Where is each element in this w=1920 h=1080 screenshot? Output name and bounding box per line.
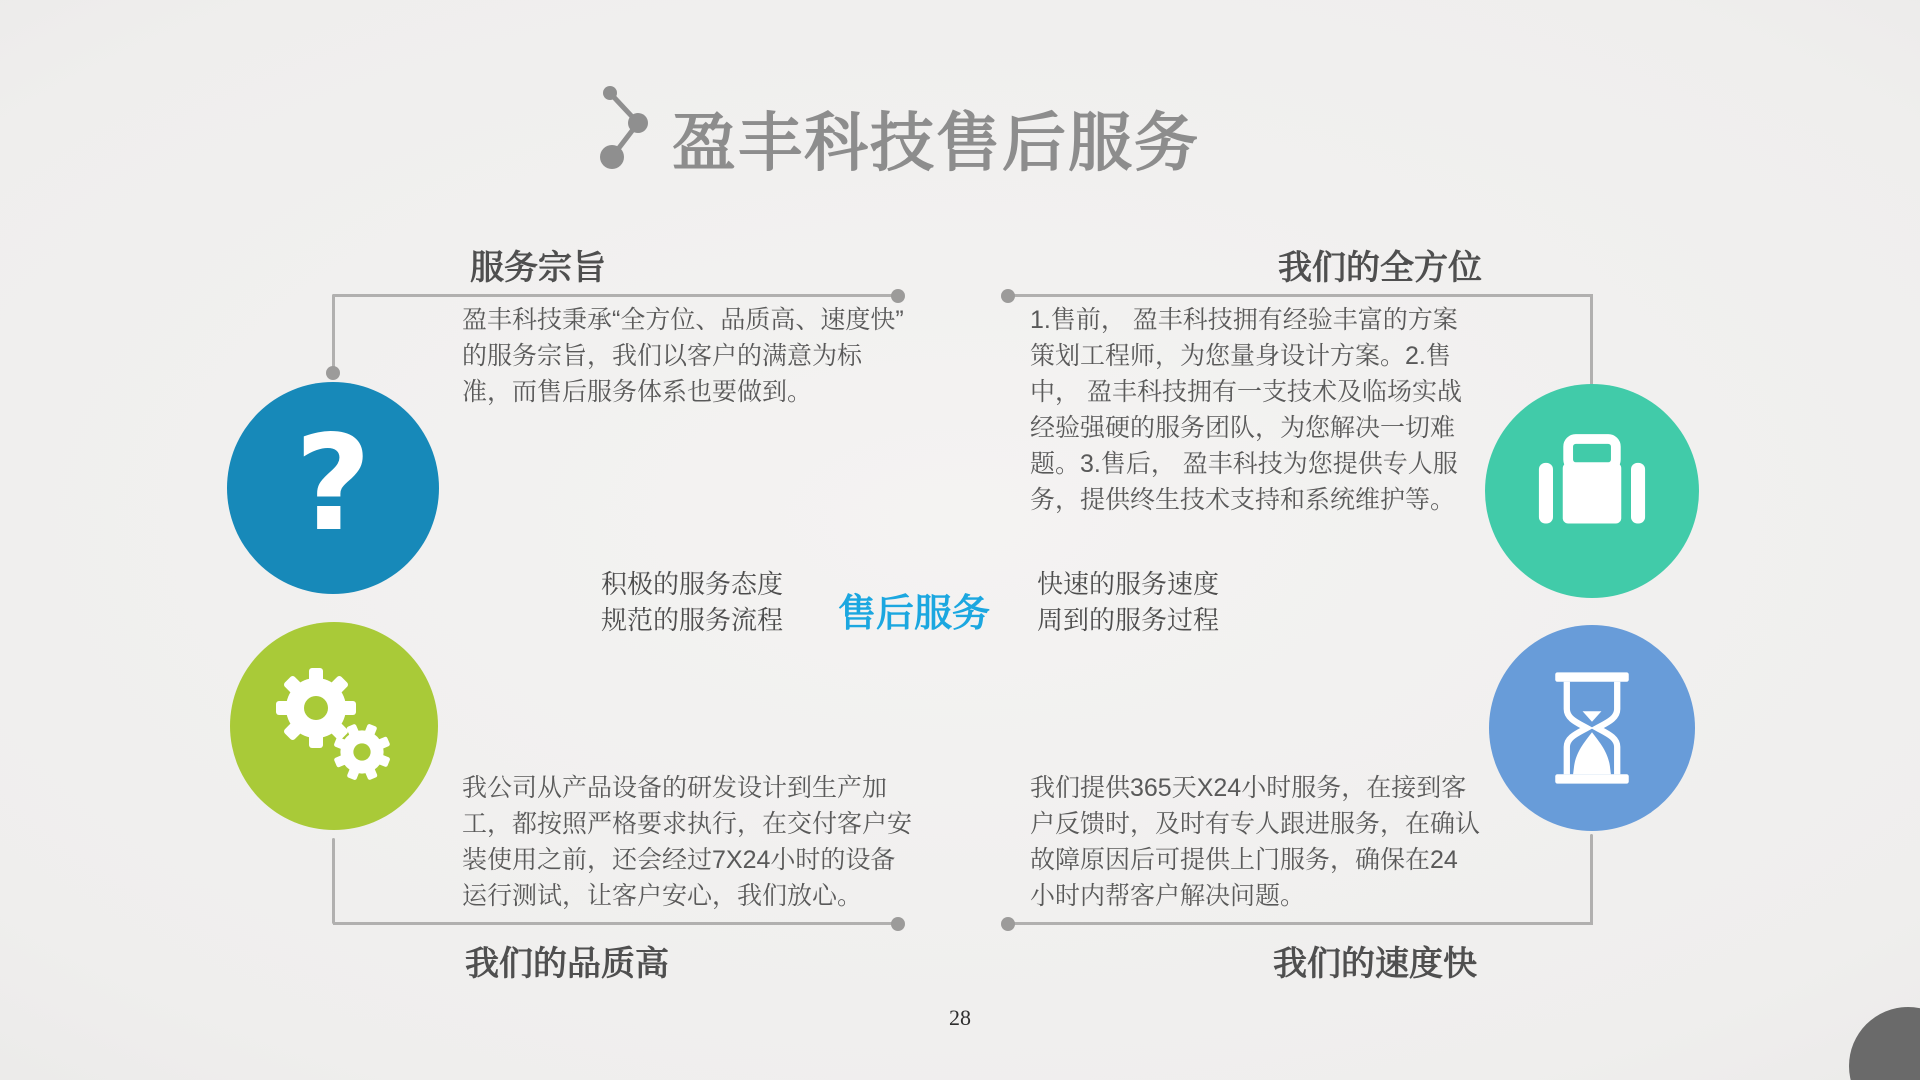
paragraph-service-purpose: 盈丰科技秉承“全方位、品质高、速度快” 的服务宗旨，我们以客户的满意为标准，而售后服务体系也要做到。: [462, 306, 904, 406]
center-right-text: [1028, 566, 1228, 638]
heading-speed: 我们的速度快: [1273, 945, 1477, 983]
connector-dot: [891, 917, 905, 931]
paragraph-speed: 我们提供365天X24小时服务，在接到客户反馈时，及时有专人跟进服务，在确认故障原因后可提供上门服务，确保在24小时内帮客户解决问题。: [1030, 774, 1481, 910]
connector-top-left: [333, 294, 899, 297]
hourglass-circle: [1489, 625, 1695, 831]
connector-top-right: [1008, 294, 1593, 297]
gears-circle: [230, 622, 438, 830]
question-icon: ?: [294, 407, 372, 561]
briefcase-icon: [1527, 426, 1657, 556]
connector-dot: [326, 366, 340, 380]
center-left-line1: 积极的服务态度: [600, 569, 783, 599]
connector-dot: [1001, 289, 1015, 303]
connector-bottom-right-vertical: [1590, 834, 1593, 924]
connector-dot: [1001, 917, 1015, 931]
slide-title: 盈丰科技售后服务: [672, 107, 1200, 179]
connector-top-left-vertical: [332, 294, 335, 370]
gears-icon: [259, 651, 409, 801]
heading-quality: 我们的品质高: [465, 945, 669, 983]
page-number: 28: [949, 1005, 971, 1030]
connector-bottom-left: [333, 922, 899, 925]
connector-bottom-left-vertical: [332, 838, 335, 924]
center-right-line2: 周到的服务过程: [1036, 605, 1219, 635]
briefcase-circle: [1485, 384, 1699, 598]
connector-top-right-vertical: [1590, 294, 1593, 386]
center-left-line2: 规范的服务流程: [600, 605, 783, 635]
center-left-text: [592, 566, 792, 638]
center-right-line1: 快速的服务速度: [1036, 569, 1219, 599]
center-label-after-sales: 售后服务: [838, 593, 991, 635]
paragraph-quality: 我公司从产品设备的研发设计到生产加工，都按照严格要求执行，在交付客户安装使用之前，还会经过7X24小时的设备运行测试，让客户安心，我们放心。: [462, 774, 913, 910]
heading-service-purpose: 服务宗旨: [470, 249, 606, 287]
heading-all-round: 我们的全方位: [1278, 249, 1482, 287]
connector-dot: [891, 289, 905, 303]
paragraph-all-round: 1.售前， 盈丰科技拥有经验丰富的方案策划工程师，为您量身设计方案。2.售中， 盈丰科技拥有一支技术及临场实战经验强硬的服务团队，为您解决一切难题。3.售后， 盈丰科技为您提供专人服务，提供终生技术支持和系统维护等。: [1030, 306, 1462, 514]
question-circle: [227, 382, 439, 594]
connector-bottom-right: [1008, 922, 1593, 925]
hourglass-icon: [1529, 665, 1655, 791]
molecule-icon: [588, 78, 660, 174]
